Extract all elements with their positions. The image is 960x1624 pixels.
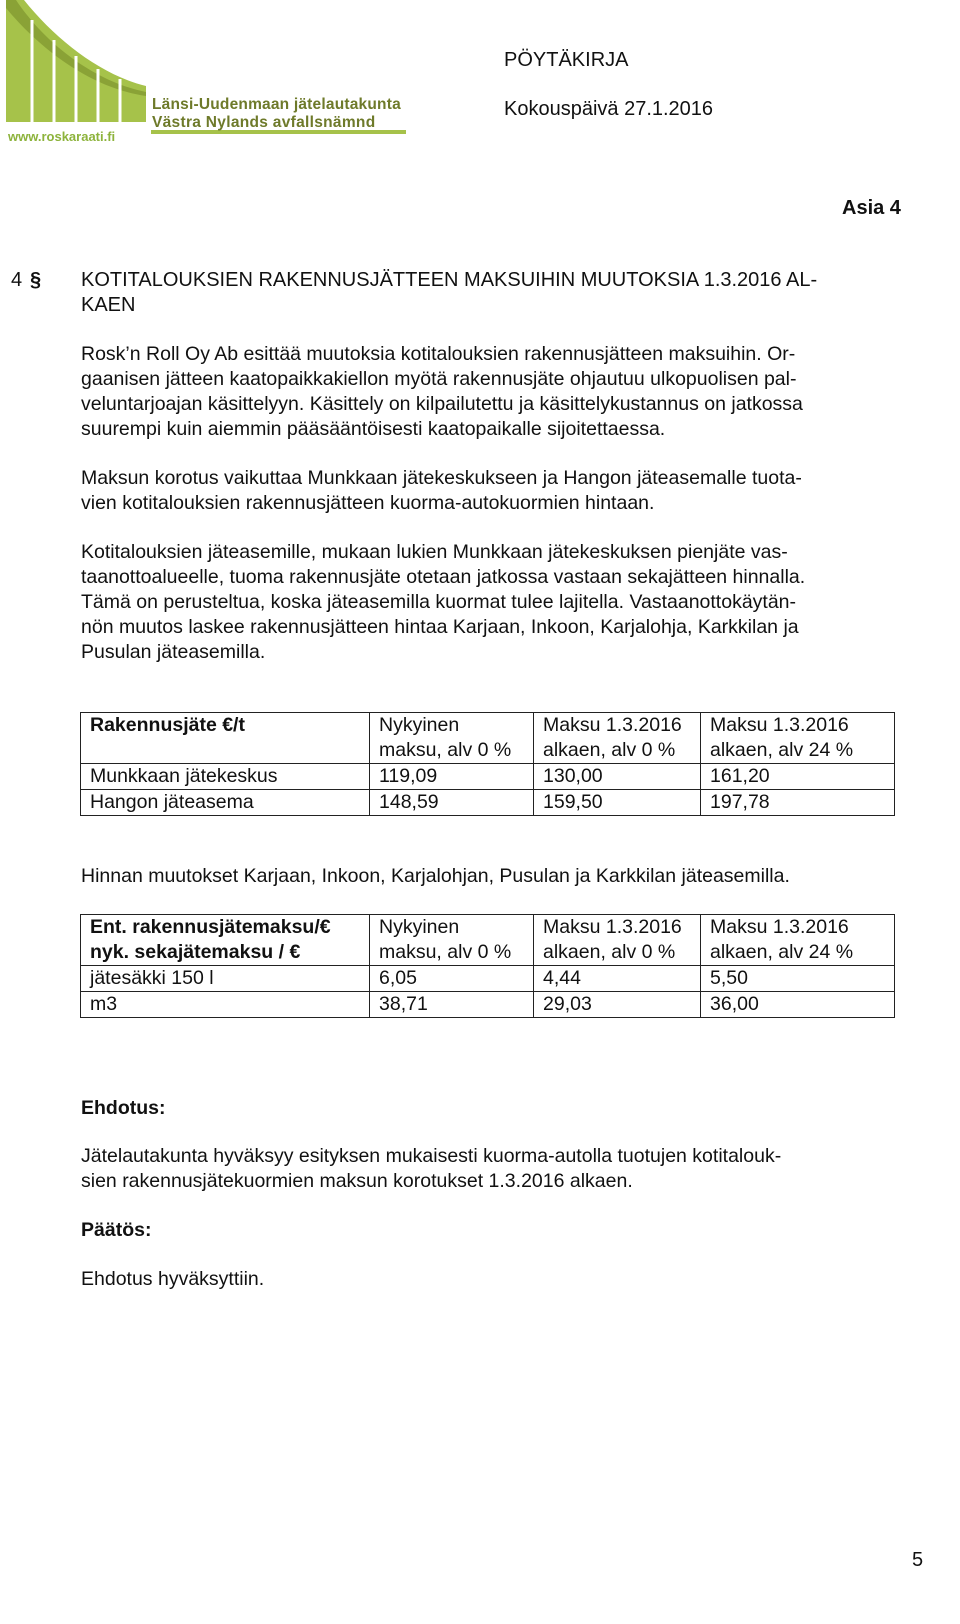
table-header-cell: Nykyinen maksu, alv 0 % <box>370 915 534 966</box>
paragraph-line: suurempi kuin aiemmin pääsääntöisesti kaatopaikalle sijoitettaessa. <box>81 418 666 440</box>
table-cell: 38,71 <box>370 992 534 1018</box>
table-cell: 159,50 <box>534 790 701 816</box>
fee-table-construction-waste <box>80 712 895 816</box>
table-cell: m3 <box>81 992 370 1018</box>
between-tables-text <box>81 864 896 889</box>
table-cell: 29,03 <box>534 992 701 1018</box>
paragraph-impact <box>81 466 896 516</box>
table-cell: 197,78 <box>701 790 895 816</box>
paragraph-line: gaanisen jätteen kaatopaikkakiellon myötä rakennusjäte ohjautuu ulkopuolisen pal- <box>81 368 797 390</box>
paragraph-line: Hinnan muutokset Karjaan, Inkoon, Karjalohjan, Pusulan ja Karkkilan jäteasemilla. <box>81 865 790 887</box>
section-number: 4 <box>11 269 23 291</box>
table-cell: Hangon jäteasema <box>81 790 370 816</box>
paragraph-background <box>81 342 896 442</box>
table-header-cell: Maksu 1.3.2016 alkaen, alv 0 % <box>534 915 701 966</box>
meeting-date: Kokouspäivä 27.1.2016 <box>504 98 714 120</box>
table-header-row <box>81 915 895 966</box>
table-header-cell: Rakennusjäte €/t <box>81 713 370 764</box>
paragraph-line: vien kotitalouksien rakennusjätteen kuorma-autokuormien hintaan. <box>81 492 655 514</box>
paragraph-line: Tämä on perusteltua, koska jäteasemilla kuormat tulee lajitella. Vastaanottokäytän- <box>81 591 797 613</box>
paragraph-line: Kotitalouksien jäteasemille, mukaan lukien Munkkaan jätekeskuksen pienjäte vas- <box>81 541 788 563</box>
table-header-cell: Maksu 1.3.2016 alkaen, alv 24 % <box>701 713 895 764</box>
table-header-cell: Ent. rakennusjätemaksu/€ nyk. sekajätemaksu / € <box>81 915 370 966</box>
table-row <box>81 790 895 816</box>
table-row <box>81 992 895 1018</box>
table-header-cell: Nykyinen maksu, alv 0 % <box>370 713 534 764</box>
section-mark: § <box>30 269 42 291</box>
table-cell: 5,50 <box>701 966 895 992</box>
table-header-row <box>81 713 895 764</box>
paragraph-line: nön muutos laskee rakennusjätteen hintaa Karjaan, Inkoon, Karjalohja, Karkkilan ja <box>81 616 799 638</box>
paragraph-stations <box>81 540 896 665</box>
table-cell: 161,20 <box>701 764 895 790</box>
table-header-cell: Maksu 1.3.2016 alkaen, alv 24 % <box>701 915 895 966</box>
paragraph-line: Jätelautakunta hyväksyy esityksen mukaisesti kuorma-autolla tuotujen kotitalouk- <box>81 1145 782 1167</box>
decision-heading: Päätös: <box>81 1219 152 1241</box>
table-cell: jätesäkki 150 l <box>81 966 370 992</box>
table-header-cell: Maksu 1.3.2016 alkaen, alv 0 % <box>534 713 701 764</box>
decision-text <box>81 1267 896 1292</box>
section-title <box>81 268 911 318</box>
paragraph-line: sien rakennusjätekuormien maksun korotukset 1.3.2016 alkaen. <box>81 1170 633 1192</box>
document-type: PÖYTÄKIRJA <box>504 49 629 71</box>
paragraph-line: Maksun korotus vaikuttaa Munkkaan jätekeskukseen ja Hangon jäteasemalle tuota- <box>81 467 802 489</box>
item-reference: Asia 4 <box>842 197 901 219</box>
proposal-heading: Ehdotus: <box>81 1097 166 1119</box>
table-cell: 4,44 <box>534 966 701 992</box>
logo-text-swedish: Västra Nylands avfallsnämnd <box>152 114 376 131</box>
paragraph-line: veluntarjoajan käsittelyyn. Käsittely on kilpailutettu ja käsittelykustannus on jatkossa <box>81 393 803 415</box>
page-number: 5 <box>912 1549 924 1571</box>
proposal-text <box>81 1144 896 1194</box>
paragraph-line: taanottoalueelle, tuoma rakennusjäte otetaan jatkossa vastaan sekajätteen hinnalla. <box>81 566 806 588</box>
table-row <box>81 966 895 992</box>
section-title-line: KAEN <box>81 294 136 316</box>
logo-text-finnish: Länsi-Uudenmaan jätelautakunta <box>152 96 401 113</box>
fee-table-station-waste <box>80 914 895 1018</box>
paragraph-line: Pusulan jäteasemilla. <box>81 641 266 663</box>
table-cell: 6,05 <box>370 966 534 992</box>
table-cell: 130,00 <box>534 764 701 790</box>
table-cell: 36,00 <box>701 992 895 1018</box>
table-cell: 119,09 <box>370 764 534 790</box>
paragraph-line: Ehdotus hyväksyttiin. <box>81 1268 265 1290</box>
section-title-line: KOTITALOUKSIEN RAKENNUSJÄTTEEN MAKSUIHIN MUUTOKSIA 1.3.2016 AL- <box>81 269 818 291</box>
table-row <box>81 764 895 790</box>
table-cell: Munkkaan jätekeskus <box>81 764 370 790</box>
organization-logo <box>6 0 416 142</box>
logo-url: www.roskaraati.fi <box>8 129 116 144</box>
paragraph-line: Rosk’n Roll Oy Ab esittää muutoksia kotitalouksien rakennusjätteen maksuihin. Or- <box>81 343 796 365</box>
table-cell: 148,59 <box>370 790 534 816</box>
